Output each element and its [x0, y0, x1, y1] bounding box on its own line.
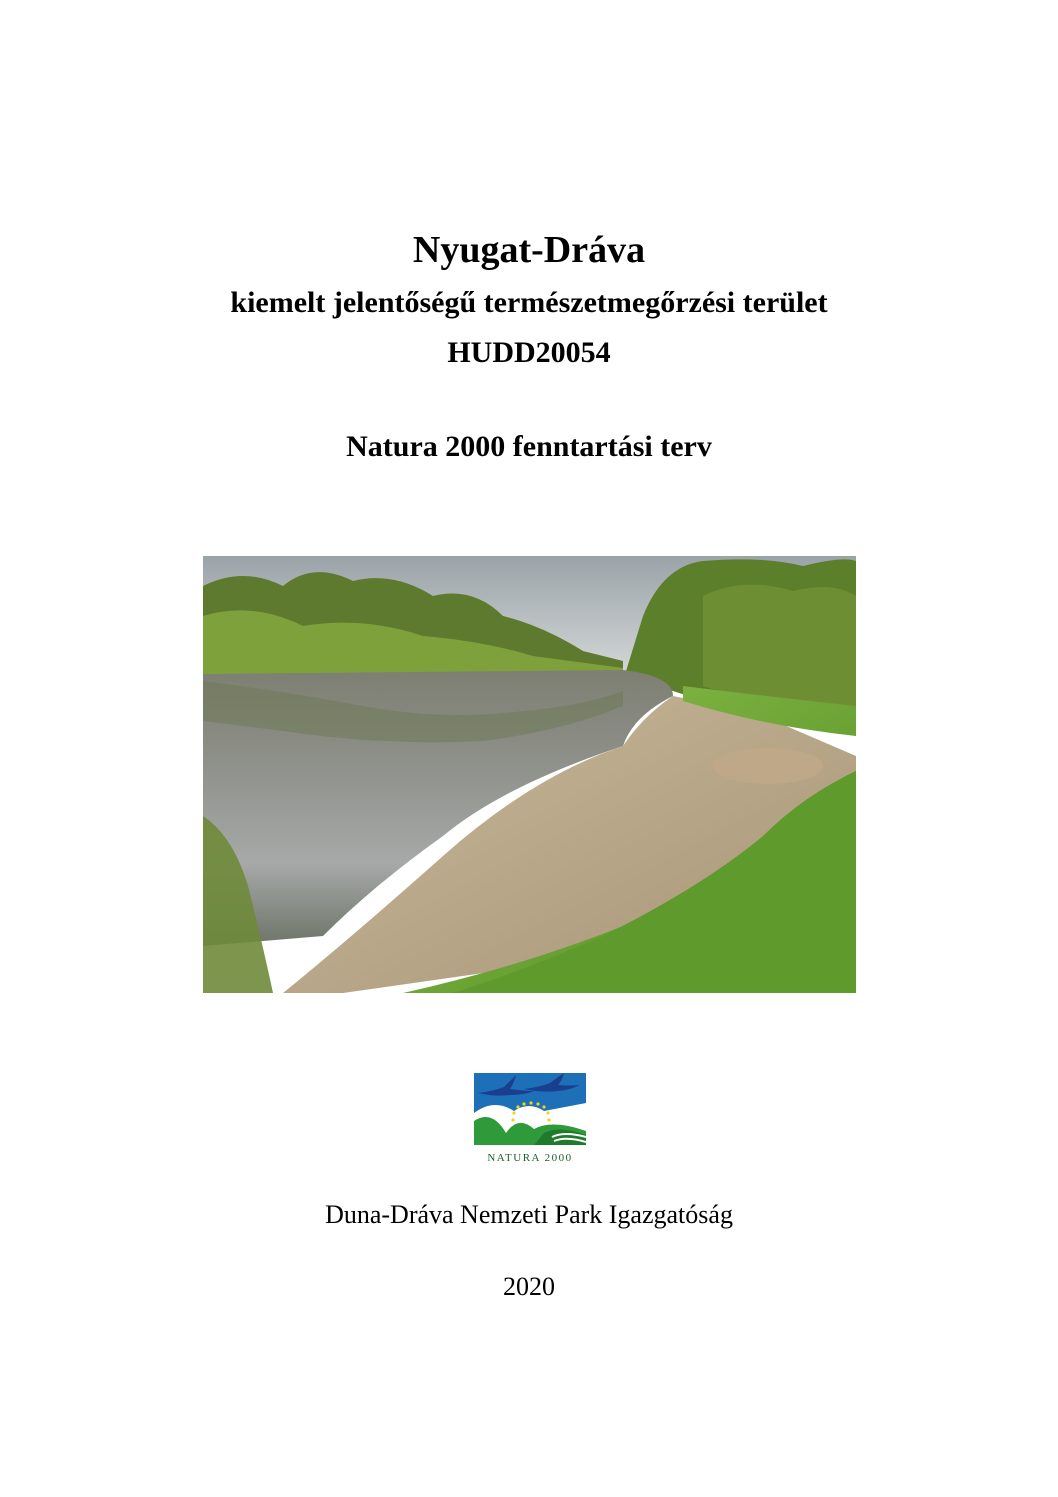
organization-name: Duna-Dráva Nemzeti Park Igazgatóság — [325, 1200, 733, 1229]
document-type: Natura 2000 fenntartási terv — [346, 430, 712, 463]
natura-2000-logo-text: NATURA 2000 — [487, 1152, 573, 1164]
site-code: HUDD20054 — [447, 336, 611, 369]
publication-year: 2020 — [503, 1272, 555, 1301]
natura-2000-logo — [474, 1073, 586, 1165]
document-subtitle: kiemelt jelentőségű természetmegőrzési terület — [230, 286, 828, 319]
document-title: Nyugat-Dráva — [412, 229, 646, 271]
cover-photo — [203, 556, 856, 993]
